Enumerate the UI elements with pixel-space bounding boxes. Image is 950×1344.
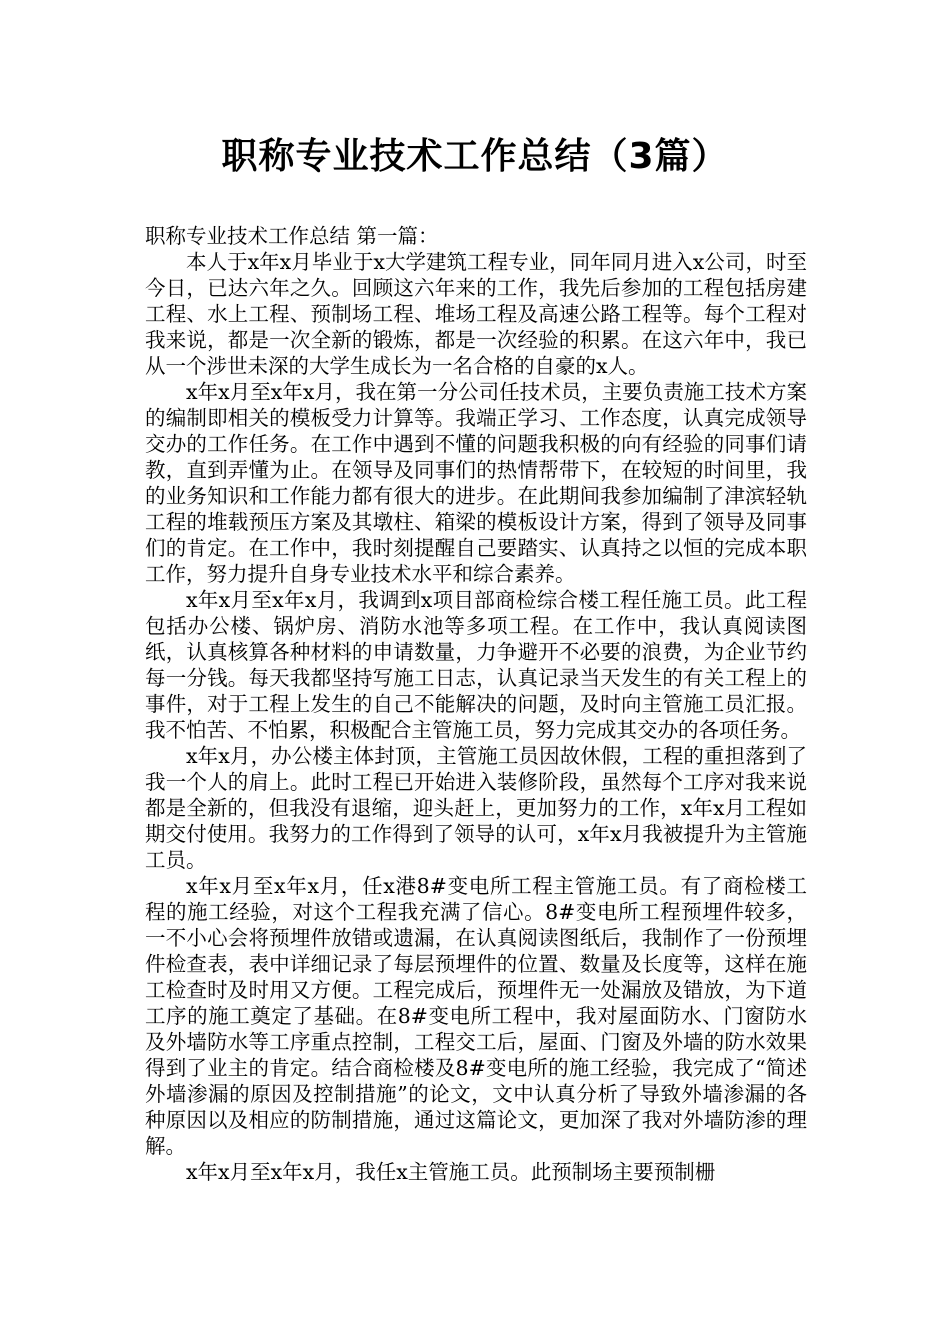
paragraph-1: 本人于x年x月毕业于x大学建筑工程专业，同年同月进入x公司，时至今日，已达六年之久。回顾这六年来的工作，我先后参加的工程包括房建工程、水上工程、预制场工程、堆场工程及高速公路工程等。每个工程对我来说，都是一次全新的锻炼，都是一次经验的积累。在这六年中，我已从一个涉世未深的大学生成长为一名合格的自豪的x人。 — [145, 250, 807, 378]
paragraph-4: x年x月，办公楼主体封顶，主管施工员因故休假，工程的重担落到了我一个人的肩上。此时工程已开始进入装修阶段，虽然每个工序对我来说都是全新的，但我没有退缩，迎头赶上，更加努力的工作，x年x月工程如期交付使用。我努力的工作得到了领导的认可，x年x月我被提升为主管施工员。 — [145, 744, 807, 872]
section-heading: 职称专业技术工作总结 第一篇： — [145, 224, 439, 248]
paragraph-6: x年x月至x年x月，我任x主管施工员。此预制场主要预制栅 — [186, 1160, 716, 1184]
paragraph-5: x年x月至x年x月，任x港8#变电所工程主管施工员。有了商检楼工程的施工经验，对这个工程我充满了信心。8#变电所工程预埋件较多，一不小心会将预埋件放错或遗漏，在认真阅读图纸后，我制作了一份预埋件检查表，表中详细记录了每层预埋件的位置、数量及长度等，这样在施工检查时及时用又方便。工程完成后，预埋件无一处漏放及错放，为下道工序的施工奠定了基础。在8#变电所工程中，我对屋面防水、门窗防水及外墙防水等工序重点控制，工程交工后，屋面、门窗及外墙的防水效果得到了业主的肯定。结合商检楼及8#变电所的施工经验，我完成了“简述外墙渗漏的原因及控制措施”的论文，文中认真分析了导致外墙渗漏的各种原因以及相应的防制措施，通过这篇论文，更加深了我对外墙防渗的理解。 — [145, 874, 807, 1158]
paragraph-3: x年x月至x年x月，我调到x项目部商检综合楼工程任施工员。此工程包括办公楼、锅炉房、消防水池等多项工程。在工作中，我认真阅读图纸，认真核算各种材料的申请数量，力争避开不必要的浪费，为企业节约每一分钱。每天我都坚持写施工日志，认真记录当天发生的有关工程上的事件，对于工程上发生的自己不能解决的问题，及时向主管施工员汇报。我不怕苦、不怕累，积极配合主管施工员，努力完成其交办的各项任务。 — [145, 588, 807, 742]
document-title: 职称专业技术工作总结（3篇） — [221, 136, 729, 177]
document-body — [145, 223, 807, 1185]
paragraph-2: x年x月至x年x月，我在第一分公司任技术员，主要负责施工技术方案的编制即相关的模板受力计算等。我端正学习、工作态度，认真完成领导交办的工作任务。在工作中遇到不懂的问题我积极的向有经验的同事们请教，直到弄懂为止。在领导及同事们的热情帮带下，在较短的时间里，我的业务知识和工作能力都有很大的进步。在此期间我参加编制了津滨轻轨工程的堆载预压方案及其墩柱、箱梁的模板设计方案，得到了领导及同事们的肯定。在工作中，我时刻提醒自己要踏实、认真持之以恒的完成本职工作，努力提升自身专业技术水平和综合素养。 — [145, 380, 807, 586]
